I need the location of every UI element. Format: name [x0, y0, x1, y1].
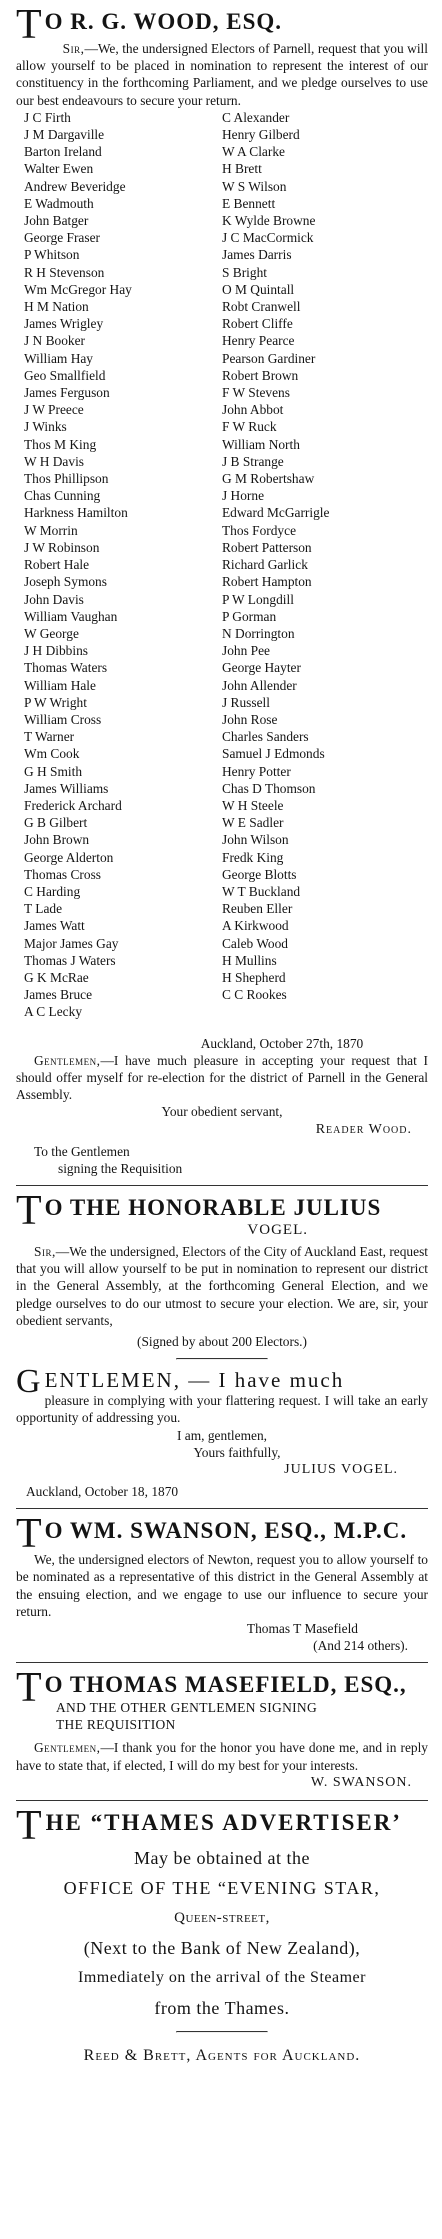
ad-line-6: from the Thames.	[154, 1997, 290, 2018]
signer-name: John Wilson	[222, 832, 289, 848]
signer-name: W H Steele	[222, 797, 284, 813]
signer-name: H Shepherd	[222, 969, 286, 985]
signer-name: Thomas Cross	[24, 866, 101, 882]
signer-name: George Hayter	[222, 660, 301, 676]
notice-thames-advertiser	[16, 1802, 428, 2071]
signer-name: H Brett	[222, 161, 262, 177]
signer-name: A Kirkwood	[222, 918, 289, 934]
signer-name: Thos Phillipson	[24, 471, 109, 487]
signer-name: J B Strange	[222, 453, 284, 469]
signer-name: Robert Patterson	[222, 539, 312, 555]
requisition-body: —We the undersigned, Electors of the City of Auckland East, request that you will allow yourself to be put in nomination to represent our district in the General Assembly, at the forthcoming General Election, and we pledge ourselves to do our utmost to secure your election. We are, sir, your obedient servants,	[16, 1244, 428, 1328]
signer-name: Barton Ireland	[24, 144, 102, 160]
reply-body: —I have much pleasure in accepting your request that I should offer myself for re-election for the district of Parnell in the General Assembly.	[16, 1052, 428, 1103]
ad-line-5: Immediately on the arrival of the Steamer	[78, 1968, 366, 1986]
signer-name: John Abbot	[222, 402, 284, 418]
signer-name: J W Preece	[24, 402, 84, 418]
short-divider	[176, 2031, 268, 2033]
signer-name: John Pee	[222, 643, 270, 659]
reply-heading	[16, 1363, 428, 1401]
signed-note: (Signed by about 200 Electors.)	[137, 1334, 307, 1350]
signer-name: George Fraser	[24, 230, 100, 246]
signer-name: James Williams	[24, 780, 109, 796]
signer-name: J Horne	[222, 488, 265, 504]
signer-name: Andrew Beveridge	[24, 178, 126, 194]
signer-name: H M Nation	[24, 299, 89, 315]
signer-name: William Hale	[24, 677, 96, 693]
signer-name: Thomas Waters	[24, 660, 108, 676]
reply-text	[16, 1739, 428, 1773]
ad-line-1: May be obtained at the	[134, 1847, 310, 1868]
signer-name: William Cross	[24, 711, 102, 727]
short-divider	[176, 1358, 268, 1360]
signer-name: W A Clarke	[222, 144, 285, 160]
signer-name: Pearson Gardiner	[222, 350, 316, 366]
signer-name: P W Wright	[24, 694, 87, 710]
drop-cap: T	[16, 1802, 44, 1849]
signer-name: W George	[24, 625, 79, 641]
signer-name: James Bruce	[24, 987, 93, 1003]
signer-name: Reuben Eller	[222, 901, 293, 917]
signer-name: F W Ruck	[222, 419, 277, 435]
signer-name: Robert Hale	[24, 557, 90, 573]
signer-name: C C Rookes	[222, 987, 287, 1003]
others-note: (And 214 others).	[313, 1638, 408, 1654]
notice-swanson-requisition	[16, 1511, 428, 1654]
requisition-body: We, the undersigned electors of Newton, request you to allow yourself to be nominated as a representative of this district in the General Assembly at the ensuing election, and we engage to use our influence to secure your return.	[16, 1552, 428, 1619]
headline-text: O THE HONORABLE JULIUS	[44, 1195, 382, 1220]
drop-cap: T	[16, 2, 43, 48]
signers-list	[16, 109, 428, 1021]
headline-swanson	[16, 1511, 428, 1558]
signer-name: William Hay	[24, 350, 93, 366]
signer-name: John Brown	[24, 832, 90, 848]
reply-line-2: Yours faithfully,	[193, 1444, 281, 1460]
signer-name: Caleb Wood	[222, 935, 288, 951]
signer-name: E Wadmouth	[24, 195, 94, 211]
drop-cap: G	[16, 1363, 43, 1401]
reply-signature: Reader Wood.	[315, 1121, 412, 1137]
signer-name: Henry Pearce	[222, 333, 295, 349]
reply-signature: W. SWANSON.	[310, 1774, 412, 1790]
signer-name: George Alderton	[24, 849, 114, 865]
reply-heading-text: ENTLEMEN, — I have much	[44, 1368, 345, 1393]
signer-name: Samuel J Edmonds	[222, 746, 325, 762]
signer-name: Frederick Archard	[24, 797, 122, 813]
signer-name: G M Robertshaw	[222, 471, 315, 487]
signer-name: W E Sadler	[222, 815, 284, 831]
agents-signature: Reed & Brett, Agents for Auckland.	[83, 2046, 361, 2064]
notice-wood-requisition	[16, 2, 428, 1177]
signer-name: H Mullins	[222, 952, 277, 968]
reply-signature: JULIUS VOGEL.	[284, 1462, 398, 1478]
signer-name: Henry Gilberd	[222, 127, 300, 143]
signer-name: Major James Gay	[24, 935, 119, 951]
signer-name: Wm McGregor Hay	[24, 281, 132, 297]
subhead-line-2: THE REQUISITION	[56, 1717, 176, 1733]
signer-name: Geo Smallfield	[24, 367, 106, 383]
signer-name: John Allender	[222, 677, 297, 693]
reply-body: —I thank you for the honor you have done me, and in reply have to state that, if elected, I will do my best for your interests.	[16, 1740, 428, 1773]
requisition-body: —We, the undersigned Electors of Parnell, request that you will allow yourself to be placed in nomination to represent the interest of our constituency in the forthcoming Parliament, and we pledge ourselves to use our best endeavours to secure your return.	[16, 41, 428, 108]
signer-name: J M Dargaville	[24, 127, 105, 143]
drop-cap: T	[16, 1511, 43, 1558]
signer-name: Wm Cook	[24, 746, 80, 762]
salutation: Sir,	[62, 41, 85, 56]
signer-name: James Watt	[24, 918, 85, 934]
headline-line-2: VOGEL.	[247, 1222, 308, 1238]
signer-name: Robert Hampton	[222, 574, 312, 590]
signer-name: Chas Cunning	[24, 488, 101, 504]
drop-cap: T	[16, 1188, 43, 1234]
signer-name: J W Robinson	[24, 539, 100, 555]
notice-masefield-reply	[16, 1665, 428, 1791]
signer-name: K Wylde Browne	[222, 213, 316, 229]
reply-date: Auckland, October 27th, 1870	[200, 1035, 364, 1051]
signer-name: Thos Fordyce	[222, 522, 297, 538]
requisition-text	[16, 1243, 428, 1329]
headline-text: O R. G. WOOD, ESQ.	[44, 9, 283, 34]
signer-name: James Ferguson	[24, 385, 110, 401]
signer-name: John Davis	[24, 591, 84, 607]
signer-name: P Gorman	[222, 608, 277, 624]
signer-name: P W Longdill	[222, 591, 294, 607]
signer-name: C Harding	[24, 883, 81, 899]
divider	[16, 1508, 428, 1509]
headline-text: HE “THAMES ADVERTISER’	[45, 1809, 402, 1835]
notice-vogel-requisition	[16, 1188, 428, 1500]
reply-salutation: Gentlemen,	[34, 1052, 101, 1068]
signer-name: James Wrigley	[24, 316, 104, 332]
signer-name: F W Stevens	[222, 385, 290, 401]
signer-name: E Bennett	[222, 195, 276, 211]
signer-name: Joseph Symons	[24, 574, 107, 590]
signer-name: Robert Brown	[222, 367, 299, 383]
headline-text: O WM. SWANSON, ESQ., M.P.C.	[44, 1518, 408, 1544]
signer-name: T Warner	[24, 729, 75, 745]
signer-name: P Whitson	[24, 247, 80, 263]
signer-name: G H Smith	[24, 763, 83, 779]
signer-name: W Morrin	[24, 522, 78, 538]
signer-name: George Blotts	[222, 866, 297, 882]
signer-name: Thos M King	[24, 436, 97, 452]
drop-cap: T	[16, 1665, 43, 1712]
headline-thames	[16, 1802, 428, 1849]
signer-name: Walter Ewen	[24, 161, 94, 177]
signer-name: J N Booker	[24, 333, 85, 349]
signer-name: W S Wilson	[222, 178, 287, 194]
addressee-line-2: signing the Requisition	[58, 1160, 183, 1176]
signer-name: William Vaughan	[24, 608, 118, 624]
divider	[16, 1800, 428, 1801]
signers-left-column	[24, 109, 214, 1021]
signer-name: N Dorrington	[222, 625, 295, 641]
headline-wood	[16, 2, 428, 48]
reply-line-1: I am, gentlemen,	[177, 1427, 267, 1443]
signer-name: J Russell	[222, 694, 270, 710]
subhead-line-1: AND THE OTHER GENTLEMEN SIGNING	[56, 1700, 318, 1716]
signer-name: G K McRae	[24, 969, 89, 985]
signer-name: A C Lecky	[24, 1004, 83, 1020]
reply-salutation: Gentlemen,	[34, 1740, 101, 1756]
signer-name: J H Dibbins	[24, 643, 88, 659]
signer-name: William North	[222, 436, 300, 452]
signer-name: Richard Garlick	[222, 557, 308, 573]
signer-name: J C MacCormick	[222, 230, 314, 246]
signer-name: G B Gilbert	[24, 815, 88, 831]
salutation: Sir,	[34, 1244, 56, 1259]
signer-name: Robt Cranwell	[222, 299, 301, 315]
signer-name: John Batger	[24, 213, 89, 229]
addressee-line-1: To the Gentlemen	[34, 1143, 130, 1159]
signer-name: R H Stevenson	[24, 264, 105, 280]
reply-text	[16, 1052, 428, 1104]
signer-name: S Bright	[222, 264, 268, 280]
signer-name: Edward McGarrigle	[222, 505, 330, 521]
signers-right-column	[222, 109, 442, 1021]
signer-name: T Lade	[24, 901, 63, 917]
divider	[16, 1185, 428, 1186]
ad-line-4: (Next to the Bank of New Zealand),	[83, 1937, 361, 1958]
signer-name: Thomas J Waters	[24, 952, 116, 968]
signer-name: John Rose	[222, 711, 278, 727]
signer-name: Chas D Thomson	[222, 780, 316, 796]
signer-name: Fredk King	[222, 849, 284, 865]
signer-name: W T Buckland	[222, 883, 301, 899]
reply-date: Auckland, October 18, 1870	[26, 1484, 179, 1500]
requisition-text	[16, 40, 428, 109]
signer-name: Robert Cliffe	[222, 316, 293, 332]
headline-text: O THOMAS MASEFIELD, ESQ.,	[44, 1672, 407, 1698]
signer-name: J Winks	[24, 419, 67, 435]
signer-name: Charles Sanders	[222, 729, 309, 745]
signer-name: Harkness Hamilton	[24, 505, 128, 521]
signer-name: Henry Potter	[222, 763, 291, 779]
divider	[16, 1662, 428, 1663]
signer-name: James Darris	[222, 247, 292, 263]
signer-name: W H Davis	[24, 453, 85, 469]
reply-body: pleasure in complying with your flattering request. I will take an early opportunity of addressing you.	[16, 1393, 428, 1426]
signer-name: O M Quintall	[222, 281, 295, 297]
signer: Thomas T Masefield	[246, 1621, 358, 1637]
reply-closing: Your obedient servant,	[161, 1104, 283, 1120]
ad-line-3: Queen-street,	[174, 1909, 270, 1926]
signer-name: J C Firth	[24, 109, 71, 125]
ad-line-2: OFFICE OF THE “EVENING STAR,	[63, 1877, 381, 1898]
signer-name: C Alexander	[222, 109, 290, 125]
